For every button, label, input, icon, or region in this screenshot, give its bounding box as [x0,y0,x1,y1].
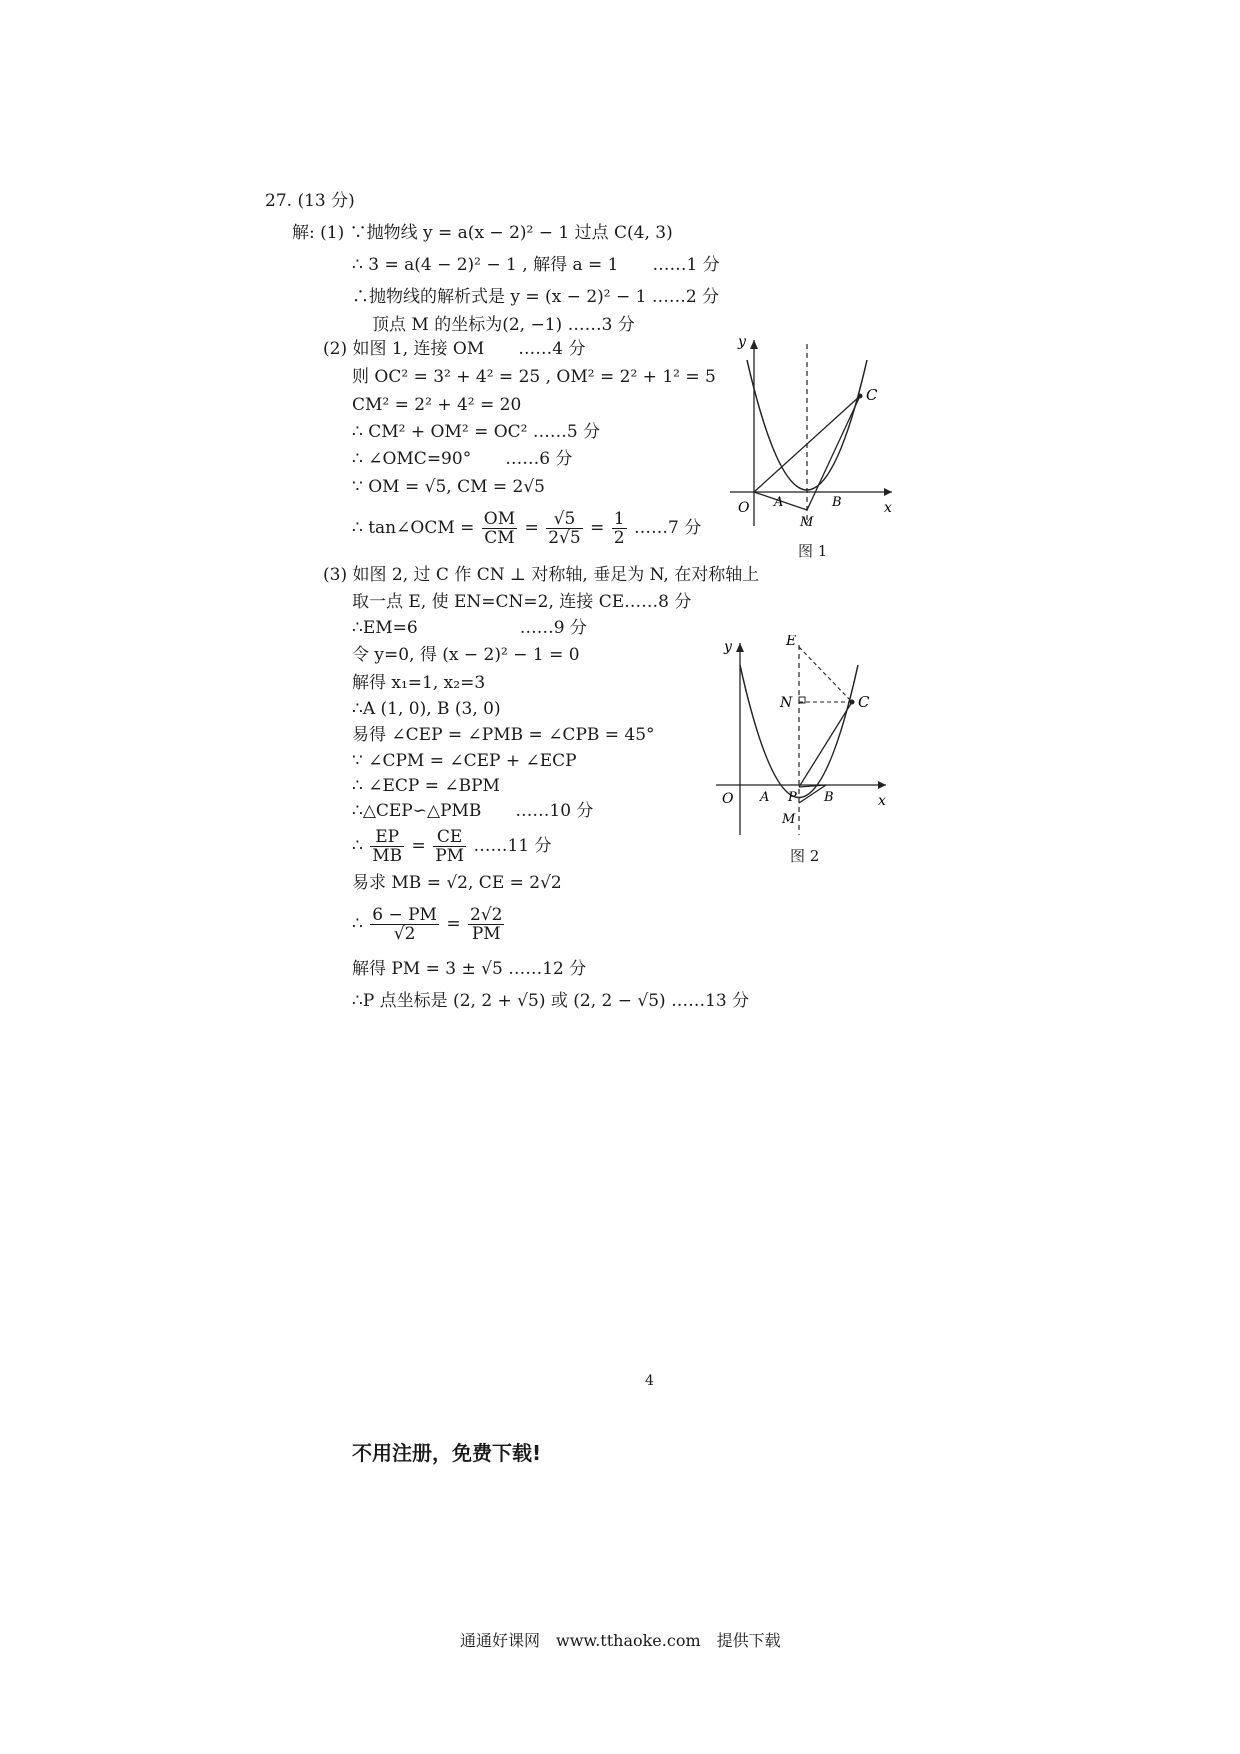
part2-line2: 则 OC² = 3² + 4² = 25 , OM² = 2² + 1² = 5 [352,367,716,387]
fig2-label-A: A [760,790,770,805]
figure-1 [720,330,900,530]
fig1-label-C: C [866,386,878,404]
tan-suffix: ……7 分 [633,518,702,538]
part2-line5: ∴ ∠OMC=90° ……6 分 [352,449,573,469]
fig2-label-M: M [782,812,796,827]
fraction-om-cm: $\frac{OM}{CM}$ [483,509,516,548]
part3-line7: 易得 ∠CEP = ∠PMB = ∠CPB = 45° [352,725,655,745]
part2-line7: ∴ tan∠OCM = $\frac{OM}{CM}$ = $\frac{√5}{2√5}$ = $\frac{1}{2}$ ……7 分 [352,509,702,548]
ratio-suffix: ……11 分 [473,836,552,856]
fig2-label-x: x [878,793,886,809]
part3-line10: ∴△CEP∽△PMB ……10 分 [352,801,594,821]
part3-line11: ∴ $\frac{EP}{MB}$ = $\frac{CE}{PM}$ ……11 分 [352,827,552,866]
fraction-2root2-pm: $\frac{2√2}{PM}$ [470,905,503,944]
part1-line4: 顶点 M 的坐标为(2, −1) ……3 分 [372,315,635,335]
therefore-symbol-2: ∴ [352,914,363,934]
fig2-label-C: C [858,693,870,711]
tan-prefix: ∴ tan∠OCM = [352,518,475,538]
part2-line3: CM² = 2² + 4² = 20 [352,395,522,415]
part3-line13: ∴ $\frac{6 - PM}{√2}$ = $\frac{2√2}{PM}$ [352,905,503,944]
part3-line2: 取一点 E, 使 EN=CN=2, 连接 CE……8 分 [352,592,692,612]
fig2-label-B: B [824,790,834,805]
part3-line9: ∴ ∠ECP = ∠BPM [352,776,500,796]
part3-line6: ∴A (1, 0), B (3, 0) [352,699,501,719]
fig1-label-y: y [738,334,746,350]
therefore-symbol: ∴ [352,836,363,856]
part1-line1: 解: (1) ∵抛物线 y = a(x − 2)² − 1 过点 C(4, 3) [292,223,673,243]
part1-line3: ∴抛物线的解析式是 y = (x − 2)² − 1 ……2 分 [352,287,720,307]
figure-2 [710,635,900,840]
part3-line4: 令 y=0, 得 (x − 2)² − 1 = 0 [352,645,580,665]
part3-line5: 解得 x₁=1, x₂=3 [352,673,486,693]
figure-1-caption: 图 1 [798,542,828,560]
part3-line12: 易求 MB = √2, CE = 2√2 [352,873,562,893]
figure-2-caption: 图 2 [790,847,820,865]
part3-line8: ∵ ∠CPM = ∠CEP + ∠ECP [352,751,577,771]
footer-text: 通通好课网 www.tthaoke.com 提供下载 [460,1631,781,1650]
fraction-ce-pm: $\frac{CE}{PM}$ [435,827,465,866]
fraction-root5: $\frac{√5}{2√5}$ [548,509,581,548]
part3-line15: ∴P 点坐标是 (2, 2 + √5) 或 (2, 2 − √5) ……13 分 [352,991,750,1011]
fig1-label-M: M [800,515,814,530]
fig1-label-O: O [738,500,750,516]
fig1-label-x: x [884,500,892,516]
part3-line3: ∴EM=6 ……9 分 [352,618,587,638]
figure-2-diagram [710,635,900,840]
problem-number: 27. (13 分) [265,191,355,211]
part1-line2: ∴ 3 = a(4 − 2)² − 1 , 解得 a = 1 ……1 分 [352,255,720,275]
figure-1-diagram [720,330,900,530]
page-number: 4 [645,1373,654,1389]
fraction-6-pm: $\frac{6 - PM}{√2}$ [372,905,437,944]
fraction-ep-mb: $\frac{EP}{MB}$ [372,827,403,866]
fig2-label-P: P [788,790,797,805]
part2-line4: ∴ CM² + OM² = OC² ……5 分 [352,422,601,442]
promo-text: 不用注册，免费下载! [352,1441,542,1465]
fig1-label-A: A [774,495,784,510]
fig2-label-y: y [724,639,732,655]
fraction-half: $\frac{1}{2}$ [613,509,625,548]
fig2-label-E: E [786,635,797,649]
fig2-label-N: N [780,695,793,711]
part3-line14: 解得 PM = 3 ± √5 ……12 分 [352,959,587,979]
fig2-label-O: O [722,791,734,807]
part2-line6: ∵ OM = √5, CM = 2√5 [352,477,546,497]
part3-line1: (3) 如图 2, 过 C 作 CN ⊥ 对称轴, 垂足为 N, 在对称轴上 [323,565,760,585]
part2-line1: (2) 如图 1, 连接 OM ……4 分 [323,339,586,359]
fig1-label-B: B [832,495,842,510]
